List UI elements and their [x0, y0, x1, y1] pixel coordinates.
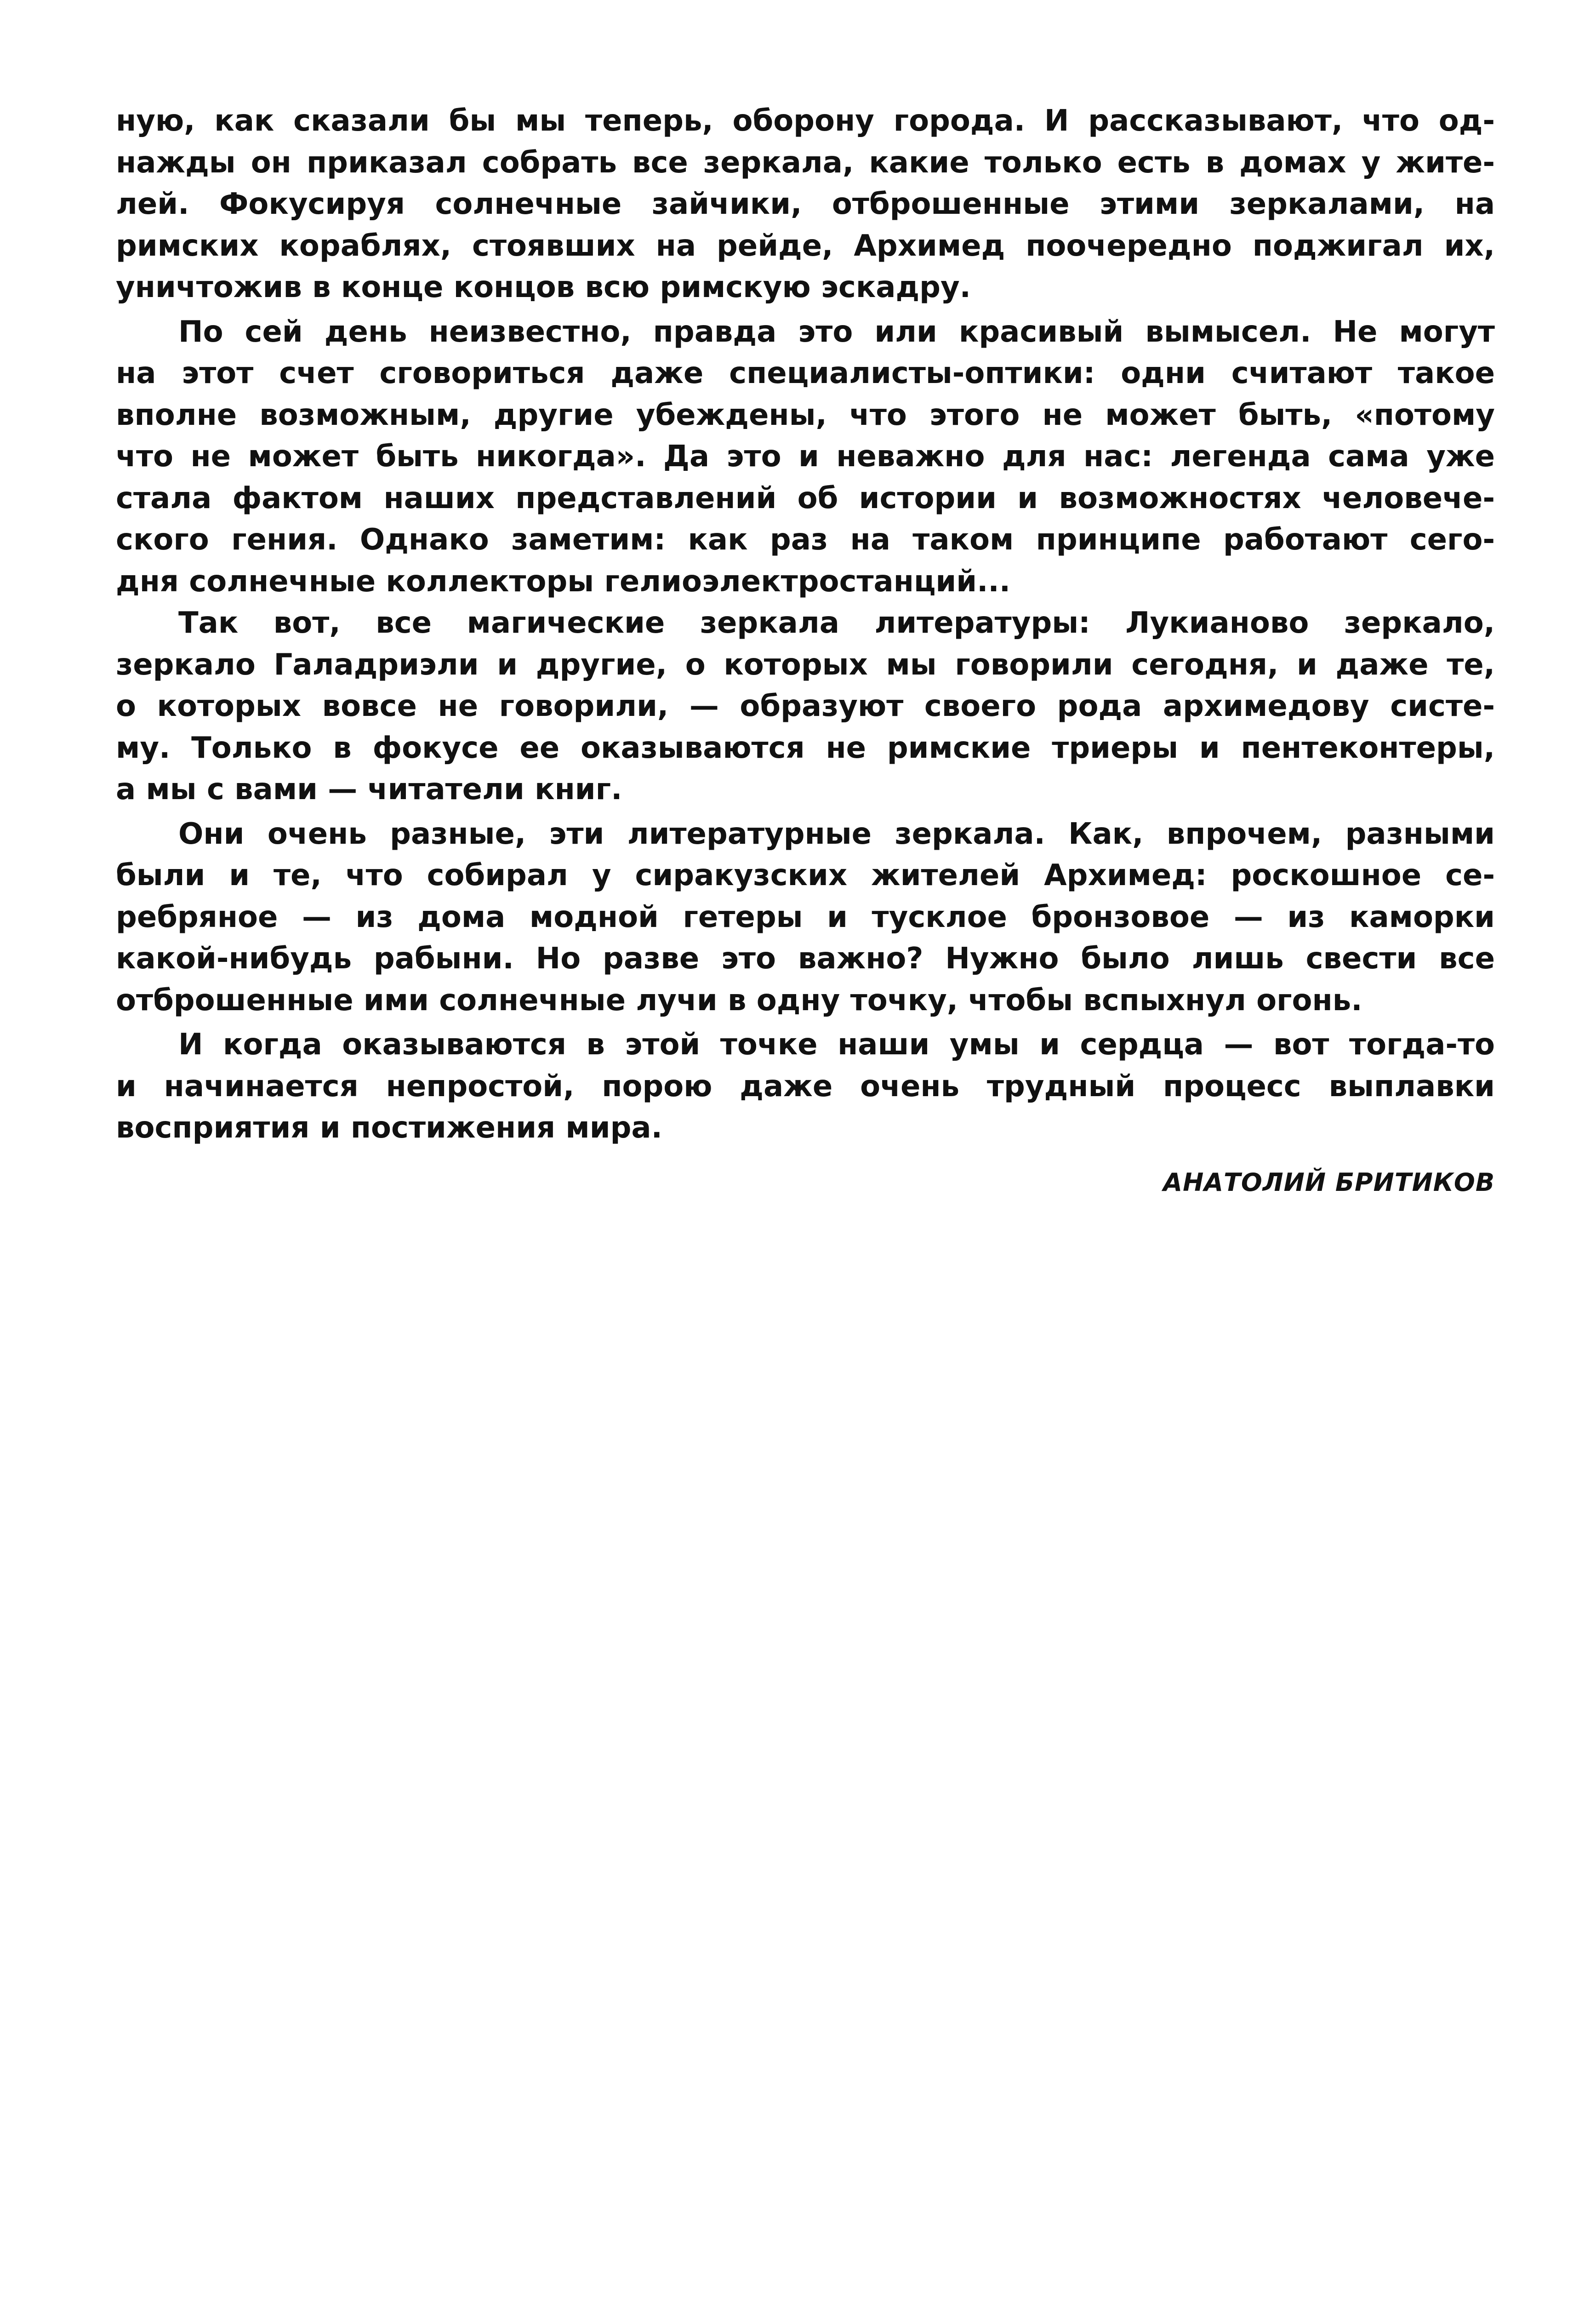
text-line: на этот счет сговориться даже специалисты-оптики: одни считают такое — [116, 356, 1495, 390]
article-body — [116, 100, 1495, 1149]
paragraph-3 — [116, 602, 1495, 811]
text-line: и начинается непростой, порою даже очень трудный процесс выплавки — [116, 1069, 1495, 1104]
author-signature: АНАТОЛИЙ БРИТИКОВ — [1163, 1168, 1495, 1197]
text-line: были и те, что собирал у сиракузских жителей Архимед: роскошное се- — [116, 858, 1495, 892]
text-line: дня солнечные коллекторы гелиоэлектростанций... — [116, 564, 1010, 599]
text-line: вполне возможным, другие убеждены, что этого не может быть, «потому — [116, 398, 1495, 432]
text-line: ную, как сказали бы мы теперь, оборону города. И рассказывают, что од- — [116, 104, 1495, 138]
text-line: а мы с вами — читатели книг. — [116, 772, 622, 806]
text-line: нажды он приказал собрать все зеркала, какие только есть в домах у жите- — [116, 145, 1495, 180]
text-line: отброшенные ими солнечные лучи в одну точку, чтобы вспыхнул огонь. — [116, 983, 1362, 1018]
text-line: что не может быть никогда». Да это и неважно для нас: легенда сама уже — [116, 440, 1495, 474]
text-line: И когда оказываются в этой точке наши умы и сердца — вот тогда-то — [178, 1028, 1495, 1062]
text-line: лей. Фокусируя солнечные зайчики, отброшенные этими зеркалами, на — [116, 187, 1495, 221]
text-line: какой-нибудь рабыни. Но разве это важно? Нужно было лишь свести все — [116, 942, 1495, 976]
text-line: римских кораблях, стоявших на рейде, Архимед поочередно поджигал их, — [116, 229, 1495, 263]
text-line: ребряное — из дома модной гетеры и тусклое бронзовое — из каморки — [116, 900, 1495, 934]
text-line: зеркало Галадриэли и другие, о которых мы говорили сегодня, и даже те, — [116, 647, 1495, 682]
paragraph-4 — [116, 813, 1495, 1022]
text-line: Так вот, все магические зеркала литературы: Лукианово зеркало, — [178, 606, 1495, 640]
text-line: стала фактом наших представлений об истории и возможностях человече- — [116, 481, 1495, 515]
paragraph-2 — [116, 311, 1495, 603]
text-line: о которых вовсе не говорили, — образуют своего рода архимедову систе- — [116, 689, 1495, 723]
paragraph-5 — [116, 1024, 1495, 1149]
text-line: ского гения. Однако заметим: как раз на таком принципе работают сего- — [116, 523, 1495, 557]
text-line: му. Только в фокусе ее оказываются не римские триеры и пентеконтеры, — [116, 731, 1495, 765]
text-line: уничтожив в конце концов всю римскую эскадру. — [116, 270, 971, 304]
text-line: Они очень разные, эти литературные зеркала. Как, впрочем, разными — [178, 817, 1495, 851]
text-line: восприятия и постижения мира. — [116, 1111, 662, 1145]
paragraph-1 — [116, 100, 1495, 309]
text-line: По сей день неизвестно, правда это или красивый вымысел. Не могут — [178, 315, 1495, 349]
